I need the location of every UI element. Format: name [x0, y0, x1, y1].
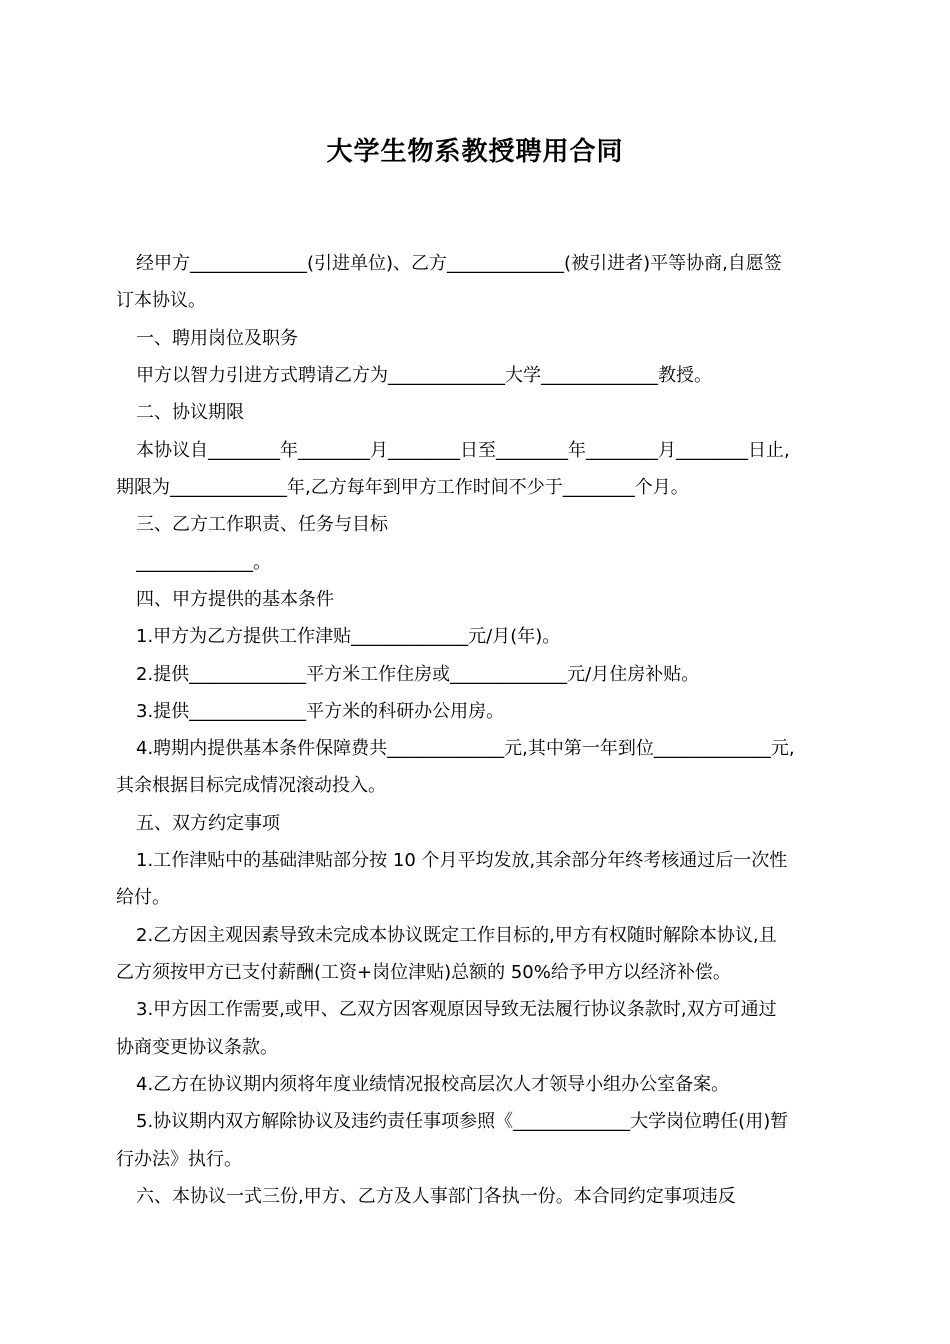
section-5-item-2-line-2: 乙方须按甲方已支付薪酬(工资+岗位津贴)总额的 50%给予甲方以经济补偿。	[116, 962, 731, 983]
section-4-item-1: 1.甲方为乙方提供工作津贴_____________元/月(年)。	[136, 626, 561, 647]
section-4-item-4-line-2: 其余根据目标完成情况滚动投入。	[116, 775, 386, 796]
section-5-item-3-line-2: 协商变更协议条款。	[116, 1037, 278, 1058]
section-5-item-1-line-1: 1.工作津贴中的基础津贴部分按 10 个月平均发放,其余部分年终考核通过后一次性	[136, 850, 788, 871]
section-2-line-1: 本协议自________年________月________日至________年________月________日止,	[136, 440, 790, 461]
section-5-item-2-line-1: 2.乙方因主观因素导致未完成本协议既定工作目标的,甲方有权随时解除本协议,且	[136, 925, 777, 946]
section-5-item-5-line-2: 行办法》执行。	[116, 1149, 242, 1170]
section-1-paragraph: 甲方以智力引进方式聘请乙方为_____________大学_____________教授。	[136, 365, 712, 386]
section-heading-2: 二、协议期限	[136, 402, 244, 423]
section-heading-5: 五、双方约定事项	[136, 813, 280, 834]
preamble-line-1: 经甲方_____________(引进单位)、乙方_____________(被引进者)平等协商,自愿签	[136, 253, 782, 274]
section-heading-3: 三、乙方工作职责、任务与目标	[136, 514, 388, 535]
section-6-line-1: 六、本协议一式三份,甲方、乙方及人事部门各执一份。本合同约定事项违反	[136, 1186, 736, 1207]
section-4-item-3: 3.提供_____________平方米的科研办公用房。	[136, 701, 505, 722]
section-3-blank: _____________。	[136, 552, 271, 573]
section-5-item-3-line-1: 3.甲方因工作需要,或甲、乙双方因客观原因导致无法履行协议条款时,双方可通过	[136, 999, 777, 1020]
section-4-item-4-line-1: 4.聘期内提供基本条件保障费共_____________元,其中第一年到位_____________元,	[136, 738, 795, 759]
section-5-item-4: 4.乙方在协议期内须将年度业绩情况报校高层次人才领导小组办公室备案。	[136, 1074, 730, 1095]
section-heading-1: 一、聘用岗位及职务	[136, 328, 298, 349]
section-4-item-2: 2.提供_____________平方米工作住房或_____________元/月住房补贴。	[136, 664, 700, 685]
section-2-line-2: 期限为_____________年,乙方每年到甲方工作时间不少于________个月。	[116, 477, 689, 498]
document-title: 大学生物系教授聘用合同	[326, 137, 624, 167]
section-heading-4: 四、甲方提供的基本条件	[136, 589, 334, 610]
preamble-line-2: 订本协议。	[116, 290, 206, 311]
section-5-item-5-line-1: 5.协议期内双方解除协议及违约责任事项参照《_____________大学岗位聘任(用)暂	[136, 1111, 789, 1132]
section-5-item-1-line-2: 给付。	[116, 887, 170, 908]
